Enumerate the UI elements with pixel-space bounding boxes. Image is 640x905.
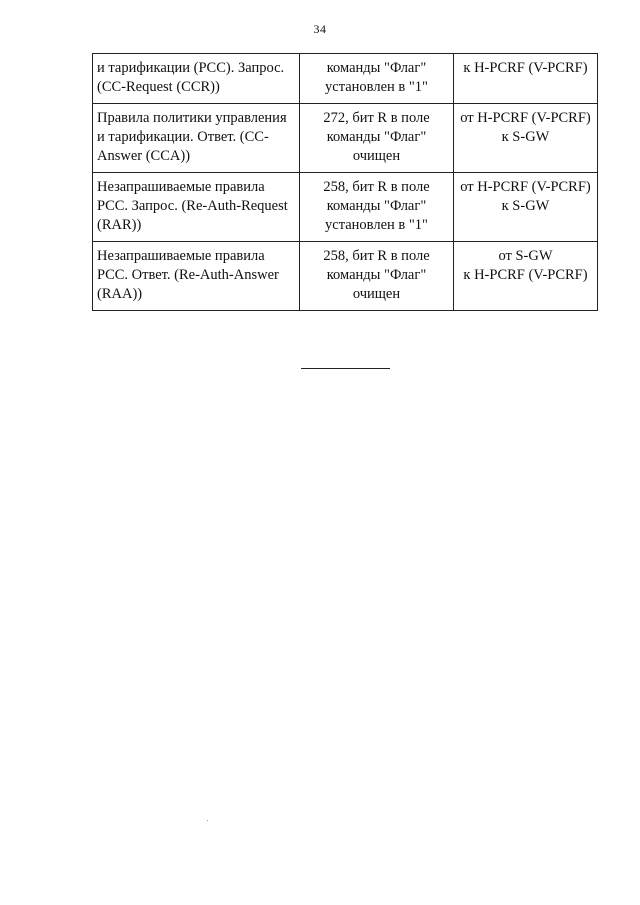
- code-cell: [300, 54, 454, 104]
- message-cell: [93, 54, 300, 104]
- message-text: и тарификации (PCC). Запрос.: [97, 60, 285, 76]
- table-row: [93, 173, 598, 242]
- direction-text: от S-GW: [498, 248, 553, 264]
- end-of-document-rule: [301, 368, 390, 369]
- direction-cell: [454, 173, 598, 242]
- message-text: Answer (CCA)): [97, 148, 191, 164]
- code-text: очищен: [352, 148, 401, 164]
- message-text: (RAR)): [97, 217, 142, 233]
- page-number: 34: [313, 22, 327, 36]
- direction-text: к S-GW: [501, 129, 550, 145]
- message-text: (RAA)): [97, 286, 143, 302]
- message-text: PCC. Запрос. (Re-Auth-Request: [97, 198, 288, 214]
- message-text: (CC-Request (CCR)): [97, 79, 220, 95]
- scan-speck: [207, 820, 208, 821]
- direction-text: к H-PCRF (V-PCRF): [463, 267, 588, 283]
- code-cell: [300, 173, 454, 242]
- direction-cell: [454, 242, 598, 311]
- direction-cell: [454, 104, 598, 173]
- code-cell: [300, 242, 454, 311]
- code-text: команды "Флаг": [326, 198, 427, 214]
- message-text: и тарификации. Ответ. (CC-: [97, 129, 269, 145]
- message-text: Правила политики управления: [97, 110, 287, 126]
- code-text: команды "Флаг": [326, 267, 427, 283]
- code-text: 258, бит R в поле: [323, 248, 430, 264]
- code-text: 272, бит R в поле: [323, 110, 430, 126]
- message-text: PCC. Ответ. (Re-Auth-Answer: [97, 267, 279, 283]
- code-text: очищен: [352, 286, 401, 302]
- message-table: [92, 53, 598, 311]
- direction-text: от H-PCRF (V-PCRF): [460, 110, 591, 126]
- message-cell: [93, 104, 300, 173]
- message-text: Незапрашиваемые правила: [97, 179, 265, 195]
- direction-text: к H-PCRF (V-PCRF): [463, 60, 588, 76]
- code-text: 258, бит R в поле: [323, 179, 430, 195]
- message-text: Незапрашиваемые правила: [97, 248, 265, 264]
- table-row: [93, 242, 598, 311]
- direction-text: к S-GW: [501, 198, 550, 214]
- message-cell: [93, 173, 300, 242]
- table-row: [93, 54, 598, 104]
- code-cell: [300, 104, 454, 173]
- message-cell: [93, 242, 300, 311]
- code-text: установлен в "1": [325, 217, 428, 233]
- direction-text: от H-PCRF (V-PCRF): [460, 179, 591, 195]
- table-row: [93, 104, 598, 173]
- direction-cell: [454, 54, 598, 104]
- code-text: команды "Флаг": [326, 60, 427, 76]
- code-text: установлен в "1": [325, 79, 428, 95]
- code-text: команды "Флаг": [326, 129, 427, 145]
